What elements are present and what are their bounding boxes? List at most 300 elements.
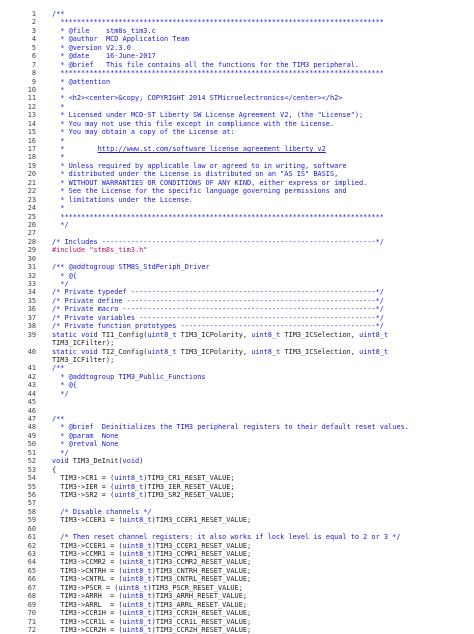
line-text	[52, 592, 247, 600]
code-line	[0, 584, 474, 592]
line-text	[52, 196, 193, 204]
line-number: 19	[27, 161, 36, 170]
code-line	[0, 525, 474, 533]
code-line	[0, 162, 474, 170]
code-token: void	[52, 457, 69, 466]
code-token: TIM3_DeInit(	[68, 457, 123, 466]
code-token: uint8_t	[251, 330, 281, 339]
code-line	[0, 449, 474, 457]
line-text	[52, 364, 64, 372]
code-token: TIM3->ARRL = (	[52, 600, 123, 609]
code-token: TIM3_Public_Functions	[114, 372, 206, 381]
line-text	[52, 288, 384, 296]
line-number: 13	[27, 111, 36, 120]
code-token: TIM3->CNTRH = (	[52, 566, 123, 575]
code-token: *	[52, 43, 69, 52]
code-line	[0, 61, 474, 69]
line-number: 39	[27, 330, 36, 339]
code-token: @file	[68, 26, 90, 35]
line-number: 36	[27, 305, 36, 314]
line-number: 28	[27, 237, 36, 246]
line-number: 23	[27, 195, 36, 204]
code-token: TIM3->CNTRL = (	[52, 575, 123, 584]
line-text	[52, 153, 64, 161]
code-token: /* Then reset channel registers: it also works if lock level is equal to 2 or 3 */	[52, 533, 401, 542]
code-token: *	[52, 77, 69, 86]
code-token: *	[52, 85, 65, 94]
code-token: STM8S_StdPeriph_Driver	[114, 263, 210, 272]
code-line	[0, 567, 474, 575]
line-number: 4	[31, 35, 36, 44]
code-token: * <h2><center>&copy; COPYRIGHT 2014 STMicroelectronics</center></h2>	[52, 94, 343, 103]
code-line	[0, 288, 474, 296]
line-number: 62	[27, 541, 36, 550]
code-token: uint8_t	[147, 347, 177, 356]
line-text	[52, 348, 388, 356]
code-token: TIM3->CCER1 = (	[52, 516, 123, 525]
code-line	[0, 609, 474, 617]
line-number: 5	[31, 43, 36, 52]
code-token: None	[93, 431, 119, 440]
code-token: )TIM3_IER_RESET_VALUE;	[143, 482, 235, 491]
line-text	[52, 18, 384, 26]
code-line	[0, 499, 474, 507]
line-number: 26	[27, 220, 36, 229]
line-text	[52, 533, 400, 541]
code-line	[0, 516, 474, 524]
code-token: TIM3->CCR1L = (	[52, 617, 123, 626]
line-number: 27	[27, 229, 36, 238]
code-token: TIM3->ARRH = (	[52, 592, 123, 601]
code-line	[0, 601, 474, 609]
line-number: 72	[27, 625, 36, 634]
code-line	[0, 331, 474, 339]
code-token: TIM3->CCER1 = (	[52, 541, 123, 550]
line-number: 66	[27, 575, 36, 584]
line-text	[52, 550, 251, 558]
code-line-continuation	[0, 356, 474, 364]
line-number: 59	[27, 516, 36, 525]
line-text	[52, 339, 114, 347]
line-number: 41	[27, 364, 36, 373]
code-token: uint8_t	[359, 330, 389, 339]
line-text	[52, 27, 156, 35]
code-listing	[0, 10, 474, 634]
code-token: )TIM3_CCER1_RESET_VALUE;	[151, 541, 252, 550]
code-token: uint8_t	[122, 592, 152, 601]
line-text	[52, 491, 235, 499]
code-token: *	[52, 440, 69, 449]
code-token: TIM3->SR2 = (	[52, 490, 115, 499]
code-token: void	[81, 330, 98, 339]
code-token: )TIM3_CNTRL_RESET_VALUE;	[151, 575, 252, 584]
code-token: static	[52, 330, 77, 339]
code-token: @addtogroup	[68, 263, 115, 272]
code-token: None	[97, 440, 119, 449]
code-token: @brief	[68, 60, 94, 69]
line-number: 7	[31, 60, 36, 69]
code-token: * @{	[52, 271, 77, 280]
code-token: http://www.st.com/software_license_agreement_liberty_v2	[97, 145, 326, 153]
line-number: 30	[27, 254, 36, 263]
code-token: )TIM3_ARRL_RESET_VALUE;	[151, 600, 247, 609]
line-text	[52, 474, 235, 482]
code-line	[0, 246, 474, 254]
line-number: 56	[27, 490, 36, 499]
line-number: 63	[27, 550, 36, 558]
line-text	[52, 10, 64, 18]
line-number: 65	[27, 566, 36, 575]
code-token: *	[52, 431, 69, 440]
code-token: uint8_t	[118, 583, 148, 592]
code-token: @attention	[68, 77, 111, 86]
code-line	[0, 128, 474, 136]
code-token: Deinitializes the TIM3 peripheral registers to their default reset values.	[93, 423, 409, 432]
line-text	[52, 263, 210, 271]
line-text	[52, 618, 251, 626]
line-number: 71	[27, 617, 36, 626]
line-text	[52, 508, 152, 516]
line-number: 70	[27, 609, 36, 618]
line-text	[52, 601, 247, 609]
line-text	[52, 179, 367, 187]
line-number: 57	[27, 499, 36, 508]
line-text	[52, 238, 384, 246]
code-token: uint8_t	[147, 330, 177, 339]
code-token: */	[52, 220, 69, 229]
line-text	[52, 567, 251, 575]
code-token: *	[52, 35, 69, 44]
code-token: /**	[52, 364, 65, 373]
code-token: *	[52, 60, 69, 69]
line-text	[52, 35, 189, 43]
code-token: )TIM3_CCMR1_RESET_VALUE;	[151, 550, 252, 558]
code-token: TIM3->CCMR1 = (	[52, 550, 123, 558]
code-token: This file contains all the functions for the TIM3 peripheral.	[93, 60, 360, 69]
code-line	[0, 618, 474, 626]
line-number: 9	[31, 77, 36, 86]
code-token: #include "stm8s_tim3.h"	[52, 246, 148, 255]
line-number: 67	[27, 583, 36, 592]
line-text	[52, 246, 147, 254]
code-line	[0, 120, 474, 128]
line-text	[52, 103, 64, 111]
line-number: 43	[27, 381, 36, 390]
code-line	[0, 423, 474, 431]
line-text	[52, 390, 69, 398]
code-line	[0, 364, 474, 372]
line-number: 1	[31, 10, 36, 18]
line-text	[52, 297, 384, 305]
line-number: 58	[27, 507, 36, 516]
code-token: )TIM3_SR2_RESET_VALUE;	[143, 490, 235, 499]
line-number: 55	[27, 482, 36, 491]
line-text	[52, 145, 326, 153]
line-text	[52, 272, 77, 280]
code-token: TIM3->CCMR2 = (	[52, 558, 123, 567]
code-token: uint8_t	[122, 558, 152, 567]
code-line	[0, 305, 474, 313]
line-number: 33	[27, 280, 36, 288]
code-line	[0, 179, 474, 187]
line-text	[52, 314, 384, 322]
line-text	[52, 542, 251, 550]
code-line	[0, 592, 474, 600]
code-line	[0, 69, 474, 77]
line-text	[52, 305, 384, 313]
line-text	[52, 466, 56, 474]
code-line	[0, 491, 474, 499]
code-token: /* Private variables ---------------------------------------------------------*/	[52, 313, 384, 322]
line-number: 25	[27, 212, 36, 221]
line-text	[52, 137, 64, 145]
line-number: 20	[27, 170, 36, 179]
line-text	[52, 280, 69, 288]
line-text	[52, 449, 69, 457]
code-line	[0, 204, 474, 212]
code-token: uint8_t	[251, 347, 281, 356]
line-number: 8	[31, 69, 36, 78]
line-number: 21	[27, 178, 36, 187]
code-line	[0, 44, 474, 52]
line-number: 69	[27, 600, 36, 609]
line-text	[52, 69, 384, 77]
line-text	[52, 432, 118, 440]
line-number: 34	[27, 288, 36, 297]
line-number: 46	[27, 406, 36, 415]
code-token: 16-June-2017	[89, 52, 156, 61]
code-line	[0, 466, 474, 474]
line-text	[52, 575, 251, 583]
line-number: 61	[27, 533, 36, 542]
code-token: * See the License for the specific language governing permissions and	[52, 187, 347, 196]
code-token: *	[52, 204, 65, 213]
code-token: uint8_t	[359, 347, 389, 356]
code-token: * limitations under the License.	[52, 195, 194, 204]
line-text	[52, 356, 114, 364]
code-token: /**	[52, 263, 69, 272]
code-line	[0, 27, 474, 35]
code-token: ******************************************************************************	[52, 18, 384, 27]
line-text	[52, 204, 64, 212]
code-token: void	[122, 457, 140, 466]
code-line	[0, 52, 474, 60]
code-token: TIM3->PSCR = (	[52, 583, 119, 592]
line-number: 48	[27, 423, 36, 432]
code-line	[0, 10, 474, 18]
code-line	[0, 196, 474, 204]
line-number: 47	[27, 415, 36, 423]
code-line	[0, 18, 474, 26]
line-text	[52, 381, 77, 389]
line-text	[52, 52, 156, 60]
line-text	[52, 331, 388, 339]
code-line	[0, 263, 474, 271]
line-number: 32	[27, 271, 36, 280]
code-token: {	[52, 465, 57, 474]
code-token: * WITHOUT WARRANTIES OR CONDITIONS OF ANY KIND, either express or implied.	[52, 178, 368, 187]
code-token: )TIM3_CCMR2_RESET_VALUE;	[151, 558, 252, 567]
code-line	[0, 280, 474, 288]
code-line	[0, 322, 474, 330]
code-token: )TIM3_CR1_RESET_VALUE;	[143, 474, 235, 483]
code-line	[0, 626, 474, 634]
code-token: uint8_t	[122, 566, 152, 575]
code-line	[0, 297, 474, 305]
line-number: 11	[27, 94, 36, 103]
code-line	[0, 170, 474, 178]
line-number: 44	[27, 389, 36, 398]
code-line	[0, 575, 474, 583]
line-number: 50	[27, 440, 36, 449]
code-token: uint8_t	[114, 474, 144, 483]
code-token: /* Disable channels */	[52, 507, 152, 516]
line-number: 51	[27, 448, 36, 457]
code-line	[0, 432, 474, 440]
code-token: * You may not use this file except in compliance with the License.	[52, 119, 335, 128]
line-number: 42	[27, 372, 36, 381]
line-number: 38	[27, 322, 36, 331]
line-text	[52, 373, 206, 381]
line-text	[52, 213, 384, 221]
code-token: @param	[68, 431, 94, 440]
code-token: /**	[52, 415, 65, 423]
code-token: TIM3->CCR2H = (	[52, 625, 123, 634]
code-token: uint8_t	[122, 541, 152, 550]
line-text	[52, 483, 235, 491]
code-token: @addtogroup	[68, 372, 115, 381]
line-number: 49	[27, 431, 36, 440]
code-token: * Unless required by applicable law or agreed to in writing, software	[52, 161, 347, 170]
code-token: )TIM3_PSCR_RESET_VALUE;	[147, 583, 243, 592]
line-number: 68	[27, 592, 36, 601]
line-number: 45	[27, 398, 36, 407]
code-token: /* Private typedef -----------------------------------------------------------*/	[52, 288, 384, 297]
code-token: MCD Application Team	[97, 35, 189, 44]
code-token: /* Private function prototypes -----------------------------------------------*/	[52, 322, 384, 331]
code-token: * distributed under the License is distributed on an "AS IS" BASIS,	[52, 170, 339, 179]
code-token: /* Private macro -------------------------------------------------------------*/	[52, 305, 384, 314]
code-token: @date	[68, 52, 90, 61]
code-token: )	[139, 457, 144, 466]
code-line	[0, 415, 474, 423]
code-token: @brief	[68, 423, 94, 432]
code-token: */	[52, 448, 69, 457]
line-text	[52, 111, 363, 119]
line-number: 24	[27, 204, 36, 213]
code-line	[0, 35, 474, 43]
line-number: 6	[31, 52, 36, 61]
line-text	[52, 61, 359, 69]
code-token: uint8_t	[114, 482, 144, 491]
code-line	[0, 187, 474, 195]
line-text	[52, 162, 347, 170]
code-token: uint8_t	[114, 490, 144, 499]
code-token: uint8_t	[122, 600, 152, 609]
code-token: *	[52, 136, 65, 145]
line-number: 37	[27, 313, 36, 322]
line-text	[52, 558, 251, 566]
code-line	[0, 457, 474, 465]
code-token: TIM3_ICSelection,	[280, 330, 360, 339]
code-line	[0, 348, 474, 356]
code-line	[0, 145, 474, 153]
line-text	[52, 322, 384, 330]
code-line	[0, 381, 474, 389]
line-number: 14	[27, 119, 36, 128]
code-line	[0, 508, 474, 516]
code-line	[0, 474, 474, 482]
line-text	[52, 221, 69, 229]
line-number: 22	[27, 187, 36, 196]
code-token: TIM3->CR1 = (	[52, 474, 115, 483]
line-text	[52, 609, 251, 617]
code-line	[0, 483, 474, 491]
code-token: void	[81, 347, 98, 356]
code-token: stm8s_tim3.c	[89, 26, 156, 35]
code-line	[0, 94, 474, 102]
code-token: )TIM3_CCR1L_RESET_VALUE;	[151, 617, 252, 626]
code-token: TIM3_ICPolarity,	[176, 330, 252, 339]
code-line	[0, 533, 474, 541]
code-token: /**	[52, 10, 65, 18]
line-text	[52, 457, 143, 465]
line-number: 35	[27, 296, 36, 305]
code-line	[0, 373, 474, 381]
line-text	[52, 187, 347, 195]
code-token: /* Private define ------------------------------------------------------------*/	[52, 296, 384, 305]
code-line	[0, 272, 474, 280]
code-token: )TIM3_CCR2H_RESET_VALUE;	[151, 625, 252, 634]
line-text	[52, 120, 334, 128]
code-token: uint8_t	[122, 625, 152, 634]
line-number: 3	[31, 26, 36, 35]
line-number: 29	[27, 246, 36, 255]
code-token: )TIM3_CCR1H_RESET_VALUE;	[151, 609, 252, 618]
code-token: *	[52, 26, 69, 35]
line-text	[52, 44, 131, 52]
line-text	[52, 86, 64, 94]
line-text	[52, 626, 251, 634]
code-token: TI1_Config(	[97, 330, 148, 339]
code-token: /* Includes ------------------------------------------------------------------*/	[52, 237, 384, 246]
code-token: TIM3_ICPolarity,	[176, 347, 252, 356]
code-line	[0, 238, 474, 246]
code-line	[0, 314, 474, 322]
line-number: 16	[27, 136, 36, 145]
code-token: *	[52, 52, 69, 61]
code-token: *	[52, 145, 98, 153]
code-token: TIM3->CCR1H = (	[52, 609, 123, 618]
code-token: uint8_t	[122, 550, 152, 558]
line-number: 31	[27, 263, 36, 272]
code-token: ******************************************************************************	[52, 69, 384, 78]
code-token: TIM3_ICFilter);	[52, 339, 115, 348]
line-text	[52, 170, 338, 178]
line-text	[52, 423, 409, 431]
line-text	[52, 78, 110, 86]
code-token: uint8_t	[122, 617, 152, 626]
code-line	[0, 390, 474, 398]
code-token: @version	[68, 43, 102, 52]
line-number: 52	[27, 457, 36, 466]
code-token: uint8_t	[122, 609, 152, 618]
code-token: * Licensed under MCD-ST Liberty SW License Agreement V2, (the "License");	[52, 111, 364, 120]
line-number: 40	[27, 347, 36, 356]
code-line	[0, 78, 474, 86]
code-token: ******************************************************************************	[52, 212, 384, 221]
code-token: *	[52, 102, 65, 111]
